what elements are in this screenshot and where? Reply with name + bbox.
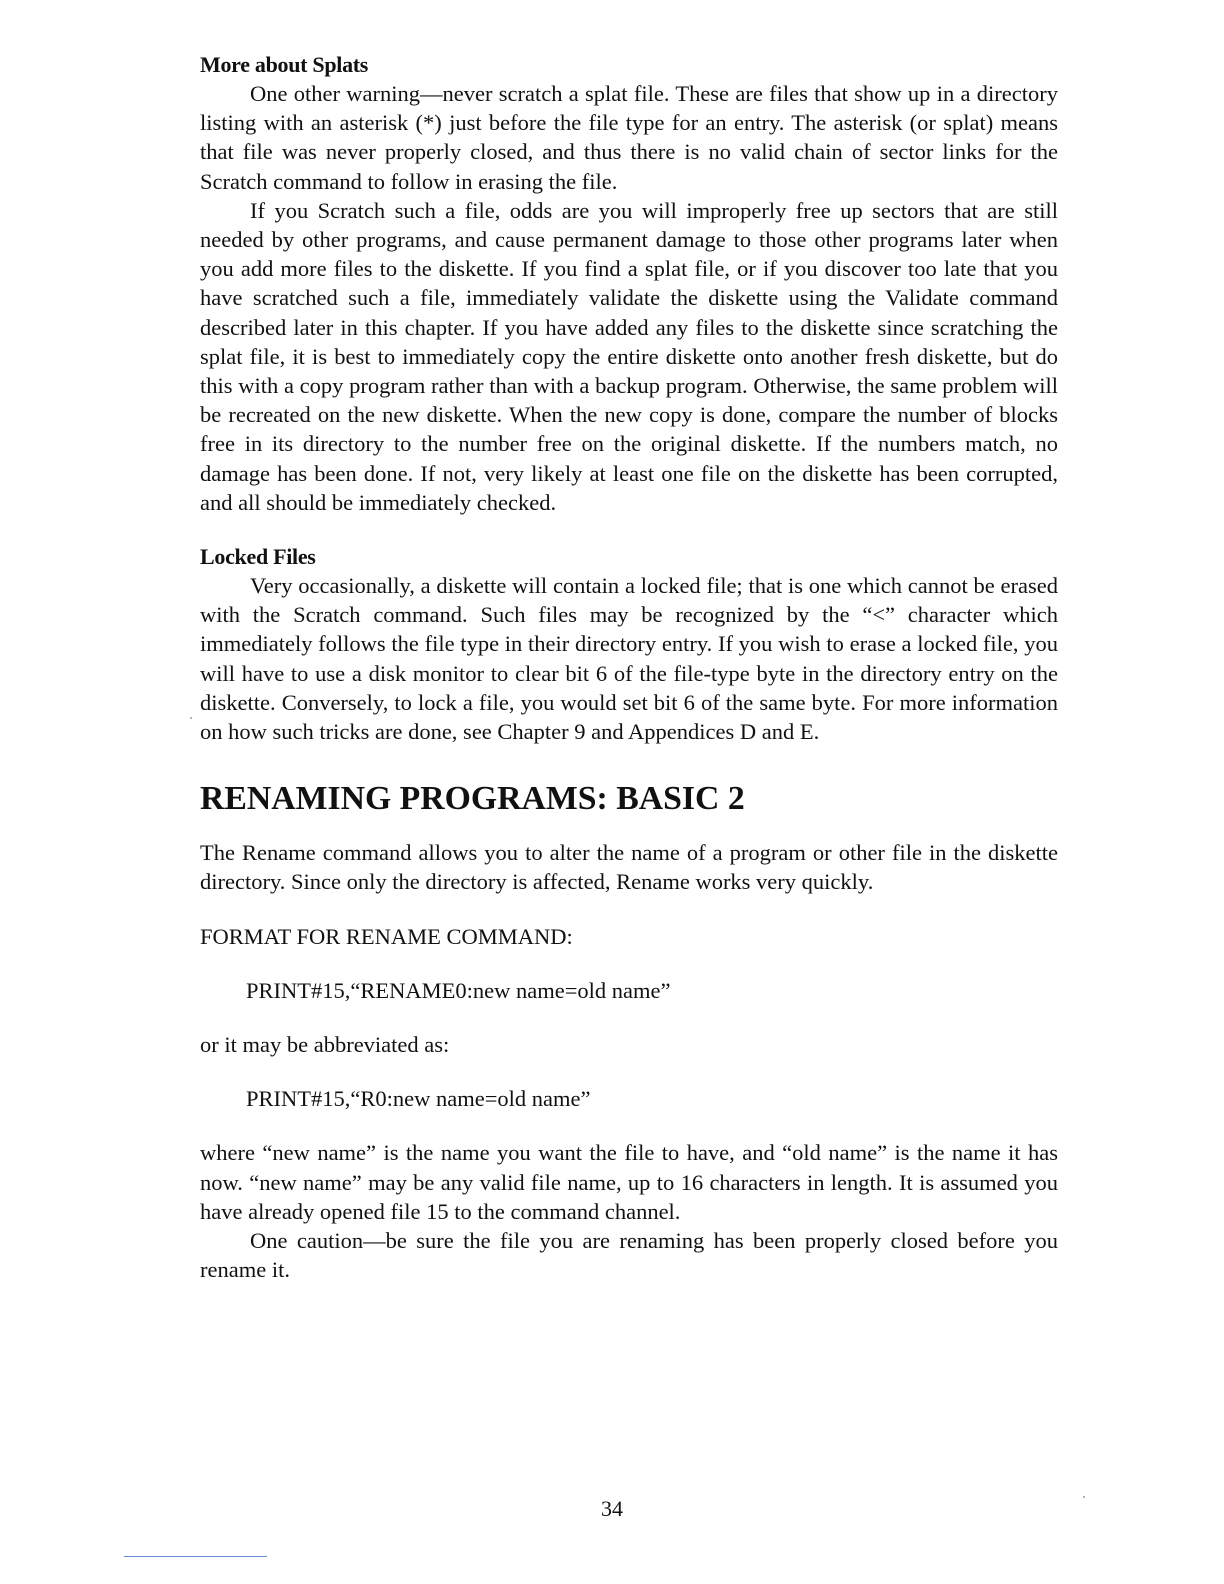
format-label: FORMAT FOR RENAME COMMAND: — [200, 923, 573, 949]
scan-underline-mark — [124, 1556, 267, 1557]
code-rename-short: PRINT#15,“R0:new name=old name” — [246, 1086, 591, 1112]
paragraph-rename-caution: One caution—be sure the file you are renaming has been properly closed before you rename it. — [200, 1228, 1058, 1283]
paragraph-rename-explanation: where “new name” is the name you want the file to have, and “old name” is the name it has now. “new name” may be any valid file name, up to 16 characters in length. It is assumed you have already opened file 15 to the command channel. — [200, 1140, 1058, 1224]
section-heading-locked-files: Locked Files — [200, 544, 316, 570]
paragraph-locked-files: Very occasionally, a diskette will contain a locked file; that is one which cannot be erased with the Scratch command. Such files may be recognized by the “<” character which immediately follows the file type in their directory entry. If you wish to erase a locked file, you will have to use a disk monitor to clear bit 6 of the file-type byte in the directory entry on the diskette. Conversely, to lock a file, you would set bit 6 of the same byte. For more information on how such tricks are done, see Chapter 9 and Appendices D and E. — [200, 573, 1058, 745]
paragraph-splats-scratch: If you Scratch such a file, odds are you will improperly free up sectors that are still needed by other programs, and cause permanent damage to those other programs later when you add more files to the diskette. If you find a splat file, or if you discover too late that you have scratched such a file, immediately validate the diskette using the Validate command described later in this chapter. If you have added any files to the diskette since scratching the splat file, it is best to immediately copy the entire diskette onto another fresh diskette, but do this with a copy program rather than with a backup program. Otherwise, the same problem will be recreated on the new diskette. When the new copy is done, compare the number of blocks free in its directory to the number free on the original diskette. If the numbers match, no damage has been done. If not, very likely at least one file on the diskette has been corrupted, and all should be immediately checked. — [200, 197, 1058, 515]
section-heading-splats: More about Splats — [200, 52, 369, 77]
scan-speck — [190, 717, 192, 719]
paragraph-abbreviation: or it may be abbreviated as: — [200, 1032, 450, 1058]
paragraph-splats-warning: One other warning—never scratch a splat file. These are files that show up in a directory listing with an asterisk (*) just before the file type for an entry. The asterisk (or splat) means that file was never properly closed, and thus there is no valid chain of sector links for the Scratch command to follow in erasing the file. — [200, 81, 1058, 194]
paragraph-rename-intro: The Rename command allows you to alter the name of a program or other file in the diskette directory. Since only the directory is affected, Rename works very quickly. — [200, 840, 1058, 895]
document-page — [200, 50, 1058, 1285]
page-number: 34 — [601, 1496, 623, 1521]
section-heading-renaming: RENAMING PROGRAMS: BASIC 2 — [200, 780, 745, 818]
code-rename-full: PRINT#15,“RENAME0:new name=old name” — [246, 977, 671, 1003]
scan-speck — [1083, 1496, 1085, 1498]
